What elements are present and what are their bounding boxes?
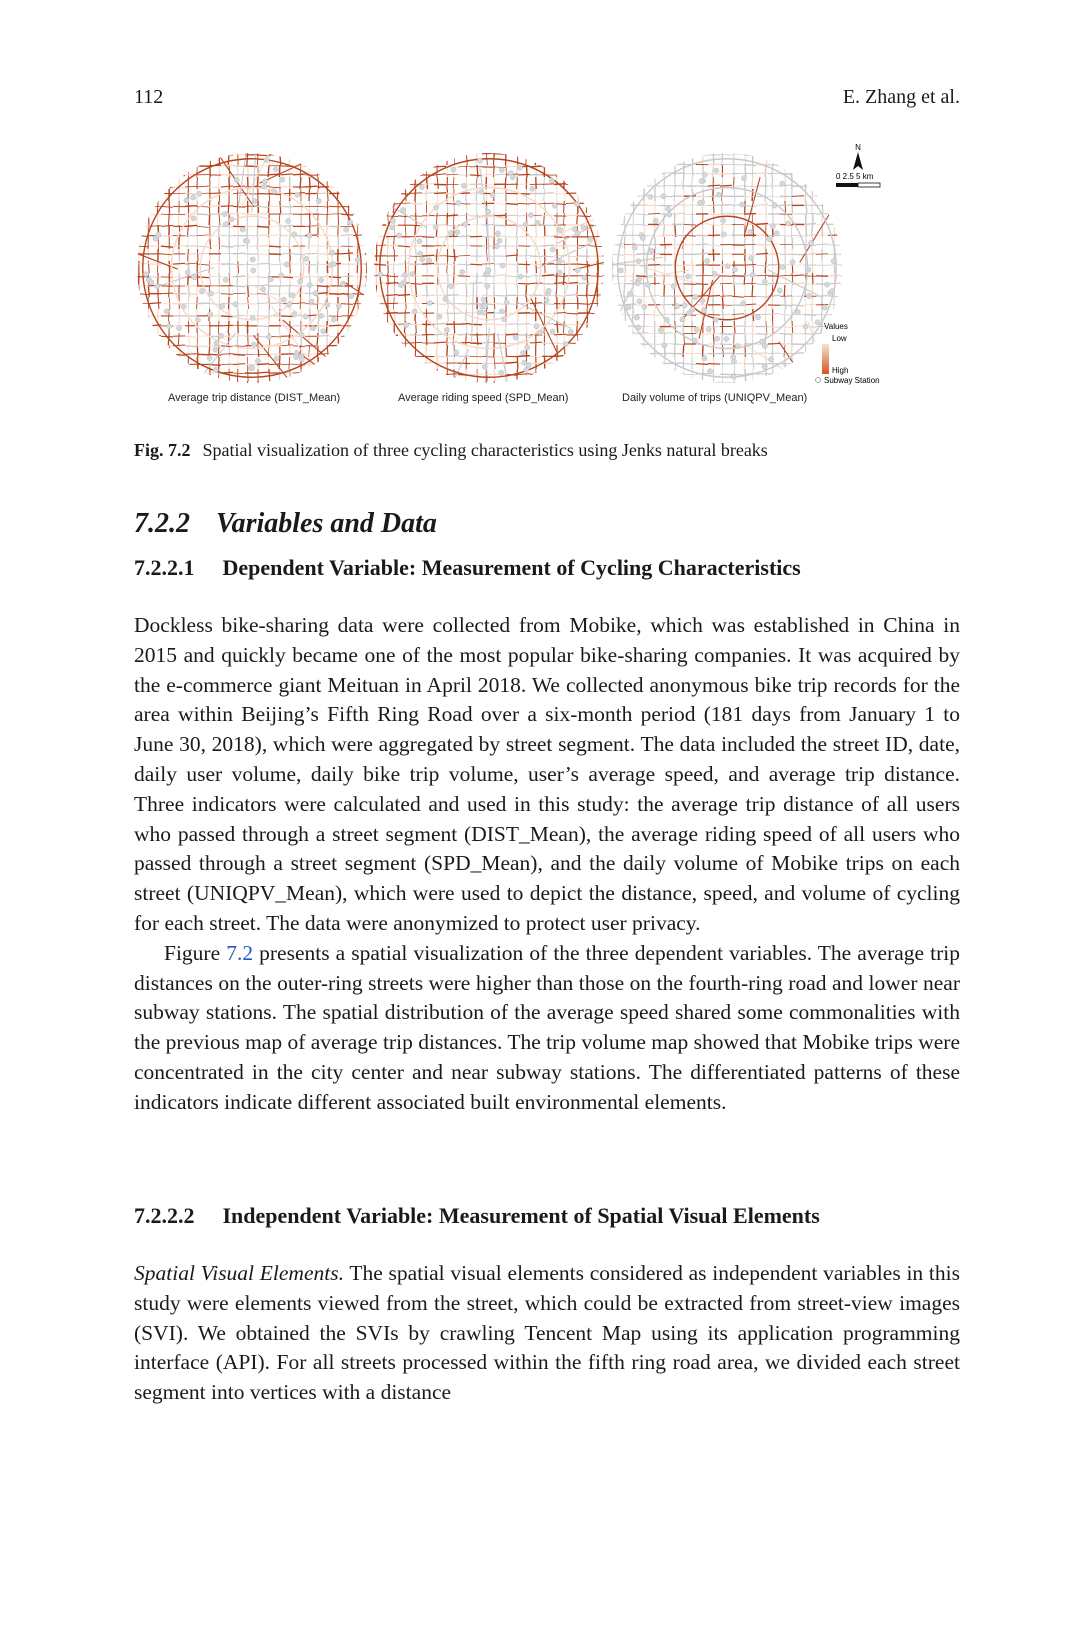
section-number: 7.2.2 xyxy=(134,508,190,539)
map-label-distance: Average trip distance (DIST_Mean) xyxy=(168,392,341,404)
svg-text:0 2.5 5 km: 0 2.5 5 km xyxy=(836,172,874,181)
figure-ref-link[interactable]: 7.2 xyxy=(226,940,254,965)
page-number: 112 xyxy=(134,86,164,108)
north-arrow-icon xyxy=(853,144,863,170)
figure-caption xyxy=(134,440,960,461)
svg-text:Subway Station: Subway Station xyxy=(824,376,880,385)
subsection-number-1: 7.2.2.1 xyxy=(134,555,195,580)
caption-text: Spatial visualization of three cycling characteristics using Jenks natural breaks xyxy=(202,440,768,460)
paragraph-2: Figure 7.2 presents a spatial visualization of the three dependent variables. The average trip distances on the outer-ring streets were higher than those on the fourth-ring road and lower near subway stations. The spatial distribution of the average speed shared some commonalities with the previous map of average trip distances. The trip volume map showed that Mobike trips were concentrated in the city center and near subway stations. The differentiated patterns of these indicators indicate different associated built environmental elements. xyxy=(134,940,960,1114)
legend xyxy=(816,322,880,385)
section-title: Variables and Data xyxy=(216,508,437,539)
svg-text:Values: Values xyxy=(824,322,848,331)
subsection-title-1: Dependent Variable: Measurement of Cycling Characteristics xyxy=(222,555,801,580)
map-panels xyxy=(134,144,960,414)
body-text-1 xyxy=(134,611,960,1118)
subsection-number-2: 7.2.2.2 xyxy=(134,1203,195,1228)
legend-gradient xyxy=(822,344,829,374)
map-label-speed: Average riding speed (SPD_Mean) xyxy=(398,392,569,404)
paragraph-1: Dockless bike-sharing data were collected from Mobike, which was established in China in 2015 and quickly became one of the most popular bike-sharing companies. It was acquired by the e-commerce giant Meituan in April 2018. We collected anonymous bike trip records for the area within Beijing’s Fifth Ring Road over a six-month period (181 days from January 1 to June 30, 2018), which were aggregated by street segment. The data included the street ID, date, daily user volume, daily bike trip volume, user’s average speed, and average trip distance. Three indicators were calculated and used in this study: the average trip distance of all users who passed through a street segment (DIST_Mean), the average riding speed of all users who passed through a street segment (SPD_Mean), and the daily volume of Mobike trips on each street (UNIQPV_Mean), which were used to depict the distance, speed, and volume of cycling for each street. The data were anonymized to protect user privacy. xyxy=(134,613,960,935)
running-header-authors: E. Zhang et al. xyxy=(842,86,960,108)
body-text-2 xyxy=(134,1259,960,1408)
map-distance xyxy=(134,148,393,393)
figure-7-2 xyxy=(134,144,960,414)
caption-label: Fig. 7.2 xyxy=(134,440,191,460)
map-speed xyxy=(374,144,631,403)
subsection-title-2: Independent Variable: Measurement of Spatial Visual Elements xyxy=(222,1203,820,1228)
map-volume xyxy=(566,153,852,396)
subway-station-icon xyxy=(816,378,821,383)
subsection-heading-2 xyxy=(134,1203,820,1229)
scale-bar xyxy=(836,172,880,187)
section-heading xyxy=(134,508,437,540)
svg-text:N: N xyxy=(855,144,861,152)
subsection-heading-1 xyxy=(134,555,801,581)
svg-text:High: High xyxy=(832,366,849,375)
paragraph-3: Spatial Visual Elements. The spatial visual elements considered as independent variables in this study were elements viewed from the street, which could be extracted from street-view images (SVI). We obtained the SVIs by crawling Tencent Map using its application programming interface (API). For all streets processed within the fifth ring road area, we divided each street segment into vertices with a distance xyxy=(134,1261,960,1405)
map-label-volume: Daily volume of trips (UNIQPV_Mean) xyxy=(622,392,808,404)
svg-text:Low: Low xyxy=(832,334,847,343)
